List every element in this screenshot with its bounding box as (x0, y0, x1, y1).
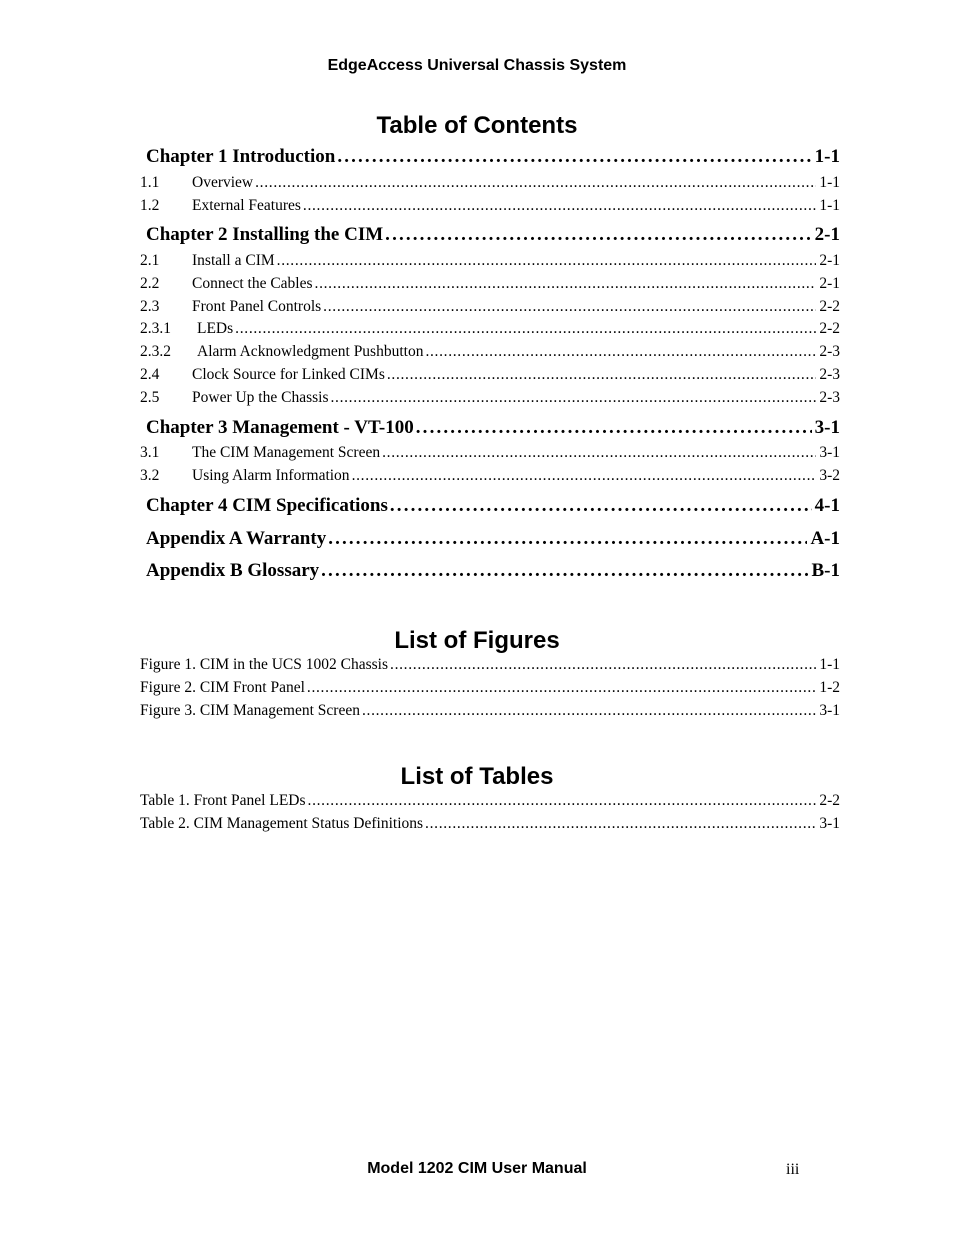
footer-manual-title: Model 1202 CIM User Manual (367, 1160, 587, 1177)
entry-title: Appendix B Glossary (146, 560, 320, 581)
dot-leader (323, 297, 816, 317)
entry-page-number: 3-1 (814, 417, 840, 438)
entry-title: Figure 2. CIM Front Panel (140, 679, 305, 696)
toc-chapter-entry[interactable] (146, 223, 840, 247)
entry-title: Alarm Acknowledgment Pushbutton (197, 343, 424, 360)
dot-leader (277, 251, 817, 271)
toc-chapter-entry[interactable] (146, 527, 840, 551)
entry-page-number: 1-1 (819, 656, 840, 673)
toc-chapter-entry[interactable] (146, 416, 840, 440)
dot-leader (352, 466, 817, 486)
entry-page-number: 2-2 (819, 298, 840, 315)
toc-section-entry[interactable] (140, 388, 840, 408)
toc-subsection-entry[interactable] (140, 342, 840, 362)
dot-leader (328, 527, 807, 551)
toc-subsection-entry[interactable] (140, 319, 840, 339)
figure-entry[interactable] (140, 678, 840, 698)
entry-title: Table 1. Front Panel LEDs (140, 792, 306, 809)
entry-number: 2.3.2 (140, 343, 171, 360)
dot-leader (255, 173, 816, 193)
entry-title: Table 2. CIM Management Status Definitions (140, 815, 424, 832)
figure-entry[interactable] (140, 701, 840, 721)
entry-page-number: 2-1 (819, 275, 840, 292)
entry-page-number: 2-3 (819, 343, 840, 360)
dot-leader (425, 814, 816, 834)
toc-section-entry[interactable] (140, 196, 840, 216)
dot-leader (235, 319, 816, 339)
entry-page-number: A-1 (810, 528, 840, 549)
entry-title: Figure 3. CIM Management Screen (140, 702, 360, 719)
dot-leader (321, 559, 808, 583)
toc-title: Table of Contents (376, 112, 578, 139)
dot-leader (382, 443, 816, 463)
entry-page-number: 2-3 (819, 389, 840, 406)
footer-page-number: iii (786, 1161, 800, 1178)
list-of-figures-title: List of Figures (394, 627, 560, 654)
entry-title: LEDs (197, 320, 234, 337)
entry-number: 2.3 (140, 298, 160, 315)
entry-title: Chapter 1 Introduction (146, 146, 336, 167)
entry-page-number: 1-1 (814, 146, 840, 167)
entry-title: Clock Source for Linked CIMs (192, 366, 385, 383)
toc-section-entry[interactable] (140, 274, 840, 294)
entry-page-number: 1-2 (819, 679, 840, 696)
entry-number: 2.3.1 (140, 320, 171, 337)
entry-page-number: B-1 (811, 560, 840, 581)
entry-title: Using Alarm Information (192, 467, 350, 484)
entry-number: 3.2 (140, 467, 160, 484)
dot-leader (416, 416, 812, 440)
figure-entry[interactable] (140, 655, 840, 675)
toc-chapter-entry[interactable] (146, 494, 840, 518)
entry-title: The CIM Management Screen (192, 444, 381, 461)
entry-page-number: 1-1 (819, 174, 840, 191)
dot-leader (330, 388, 816, 408)
toc-section-entry[interactable] (140, 297, 840, 317)
entry-number: 2.4 (140, 366, 160, 383)
entry-title: Chapter 4 CIM Specifications (146, 495, 388, 516)
dot-leader (308, 791, 817, 811)
entry-title: Connect the Cables (192, 275, 313, 292)
entry-title: Chapter 2 Installing the CIM (146, 224, 384, 245)
entry-number: 1.1 (140, 174, 160, 191)
dot-leader (337, 145, 811, 169)
entry-number: 2.2 (140, 275, 160, 292)
entry-page-number: 3-1 (819, 815, 840, 832)
toc-section-entry[interactable] (140, 251, 840, 271)
dot-leader (315, 274, 817, 294)
dot-leader (425, 342, 816, 362)
entry-page-number: 3-2 (819, 467, 840, 484)
toc-section-entry[interactable] (140, 466, 840, 486)
entry-number: 3.1 (140, 444, 160, 461)
toc-chapter-entry[interactable] (146, 145, 840, 169)
entry-page-number: 3-1 (819, 702, 840, 719)
entry-page-number: 3-1 (819, 444, 840, 461)
dot-leader (390, 494, 812, 518)
entry-page-number: 4-1 (814, 495, 840, 516)
entry-number: 2.1 (140, 252, 160, 269)
table-entry[interactable] (140, 791, 840, 811)
entry-title: Power Up the Chassis (192, 389, 329, 406)
dot-leader (390, 655, 816, 675)
dot-leader (362, 701, 816, 721)
dot-leader (385, 223, 812, 247)
entry-title: Front Panel Controls (192, 298, 322, 315)
dot-leader (307, 678, 816, 698)
entry-page-number: 2-1 (814, 224, 840, 245)
entry-title: Appendix A Warranty (146, 528, 327, 549)
entry-title: Overview (192, 174, 254, 191)
entry-title: Chapter 3 Management - VT-100 (146, 417, 414, 438)
entry-page-number: 2-1 (819, 252, 840, 269)
entry-page-number: 1-1 (819, 197, 840, 214)
toc-section-entry[interactable] (140, 173, 840, 193)
entry-number: 2.5 (140, 389, 160, 406)
dot-leader (303, 196, 816, 216)
entry-title: Figure 1. CIM in the UCS 1002 Chassis (140, 656, 389, 673)
entry-page-number: 2-2 (819, 792, 840, 809)
running-header: EdgeAccess Universal Chassis System (327, 57, 627, 74)
entry-page-number: 2-2 (819, 320, 840, 337)
entry-title: External Features (192, 197, 301, 214)
entry-page-number: 2-3 (819, 366, 840, 383)
toc-section-entry[interactable] (140, 365, 840, 385)
entry-title: Install a CIM (192, 252, 275, 269)
table-entry[interactable] (140, 814, 840, 834)
toc-chapter-entry[interactable] (146, 559, 840, 583)
entry-number: 1.2 (140, 197, 160, 214)
dot-leader (387, 365, 816, 385)
toc-section-entry[interactable] (140, 443, 840, 463)
list-of-tables-title: List of Tables (400, 763, 554, 790)
